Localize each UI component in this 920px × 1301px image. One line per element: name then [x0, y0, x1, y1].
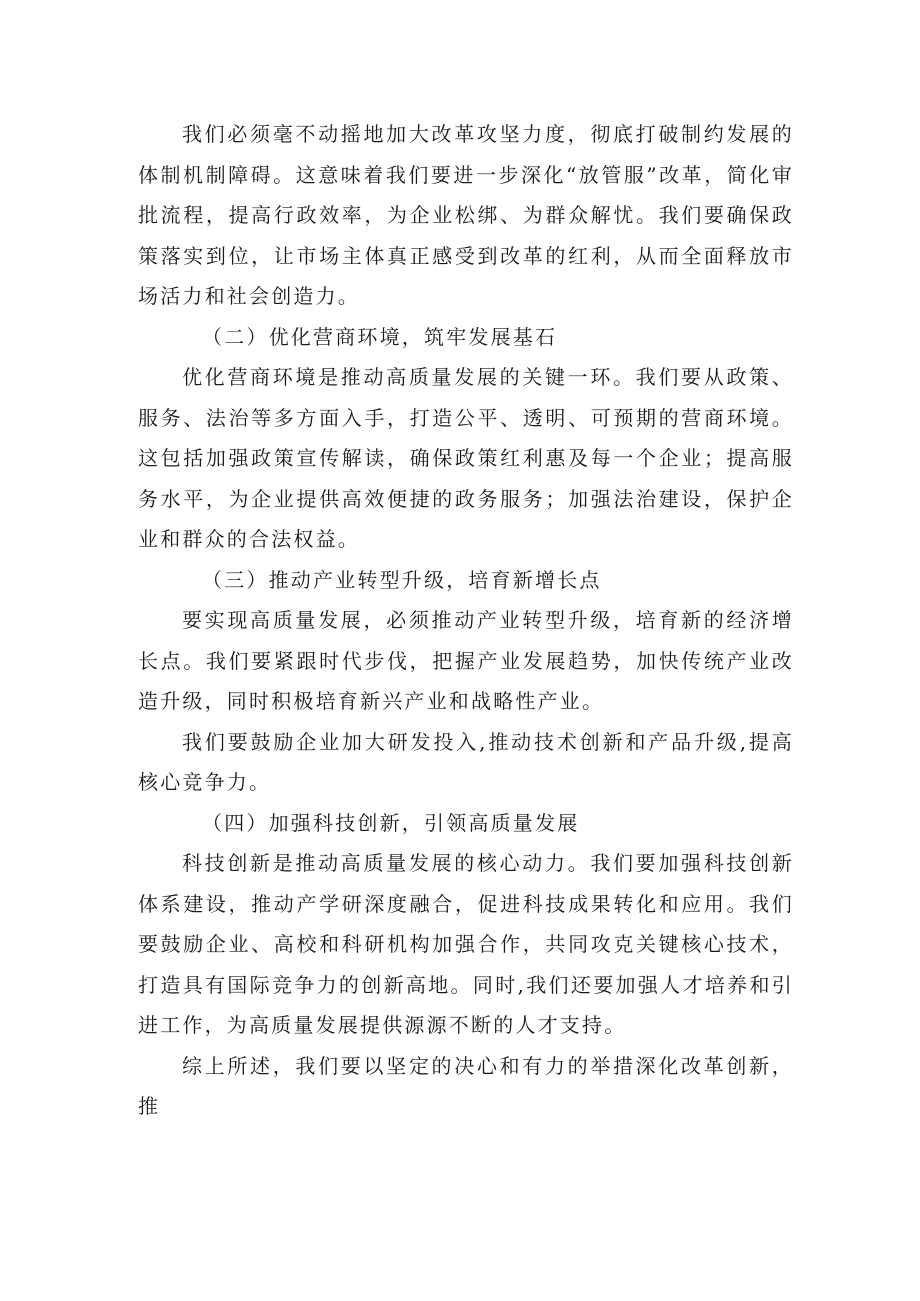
paragraph-conclusion: 综上所述，我们要以坚定的决心和有力的举措深化改革创新，推 — [138, 1053, 794, 1118]
paragraph-industry-upgrade: 要实现高质量发展，必须推动产业转型升级，培育新的经济增长点。我们要紧跟时代步伐，把握产业发展趋势，加快传统产业改造升级，同时积极培育新兴产业和战略性产业。 — [138, 608, 794, 713]
paragraph-tech-innovation: 科技创新是推动高质量发展的核心动力。我们要加强科技创新体系建设，推动产学研深度融合，促进科技成果转化和应用。我们要鼓励企业、高校和科研机构加强合作，共同攻克关键核心技术，打造具有国际竞争力的创新高地。同时,我们还要加强人才培养和引进工作，为高质量发展提供源源不断的人才支持。 — [138, 851, 794, 1037]
section-heading-tech-innovation: （四）加强科技创新，引领高质量发展 — [202, 810, 580, 835]
document-body — [138, 114, 794, 1127]
paragraph-rd-investment: 我们要鼓励企业加大研发投入,推动技术创新和产品升级,提高核心竞争力。 — [138, 729, 794, 794]
paragraph-reform: 我们必须毫不动摇地加大改革攻坚力度，彻底打破制约发展的体制机制障碍。这意味着我们要进一步深化“放管服”改革，简化审批流程，提高行政效率，为企业松绑、为群众解忧。我们要确保政策落实到位，让市场主体真正感受到改革的红利，从而全面释放市场活力和社会创造力。 — [138, 122, 794, 308]
section-heading-business-environment: （二）优化营商环境，筑牢发展基石 — [202, 324, 558, 349]
section-heading-industry-upgrade: （三）推动产业转型升级，培育新增长点 — [202, 567, 602, 592]
paragraph-business-environment: 优化营商环境是推动高质量发展的关键一环。我们要从政策、服务、法治等多方面入手，打造公平、透明、可预期的营商环境。这包括加强政策宣传解读，确保政策红利惠及每一个企业；提高服务水平，为企业提供高效便捷的政务服务；加强法治建设，保护企业和群众的合法权益。 — [138, 365, 794, 551]
